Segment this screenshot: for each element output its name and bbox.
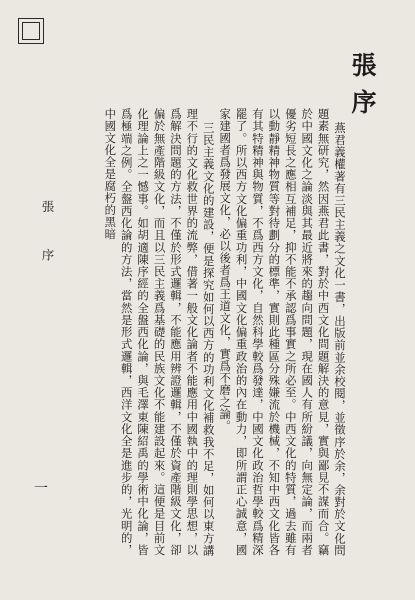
running-head: 張序 (40, 200, 55, 297)
paragraph-2: 三民主義文化的建設，便是探究如何以西方的功利文化補救我不足，如何以東方講理不行的文化救世界的流弊，借著一般文化論者不能應用中國執中的理則學思想，以爲解決問題的方法，不僅於形式邏輯，不能應用辨證邏輯，不僅於資產階級文化，卻偏於無產階級文化，而且以三民主義爲基礎的民族文化不能建設起來。這便是目前文化理論上之一憾事。如胡適陳序經的全盤西化論，與毛澤東陳紹禹的學術中化論，皆爲極端之例。全盤西化論的方法，當然是形式邏輯，西洋文化全是進步的，光明的，中國文化全是腐朽的黑暗 (103, 108, 216, 556)
paragraph-1: 燕君義權著有三民主義之文化一書，出版前並余校閱，並徵序於余，余對於文化問題素無研究，然因燕君此書，對於中西文化問題解決的意見，實與鄙見不謀而合。竊於中國文化之論淡與其最近將來的趨向問題，現在國人有所紛議，向無定論，而兩者優劣短長之應相互補足，抑不能不承認爲事實之所必至。中西文化的特質，過去雖有以動靜精神物質等對待劃分的標準，實則此種區分殊嫌流於機械，不知中西文化皆各有其特精神與物質，不爲西方文化，自然科學較爲發達，中國文化政治哲學較爲精深罷了。所以西方文化偏重功利，中國文化偏重政治的內在動力，即所謂正心誠意，國家建國者爲發展文化，必以後者爲王道文化，實爲不磨之論。 (218, 108, 347, 556)
preface-title: 張序 (348, 52, 377, 126)
library-seal-stamp (18, 18, 44, 44)
page-number: 一 (34, 481, 48, 497)
library-seal-inner-border (22, 22, 40, 40)
preface-body (58, 108, 348, 556)
